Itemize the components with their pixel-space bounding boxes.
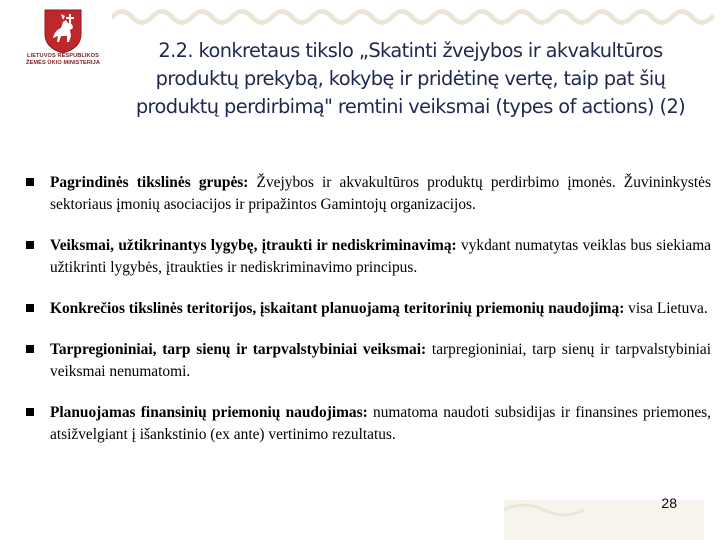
list-item <box>24 402 711 446</box>
item-label: Pagrindinės tikslinės grupės: <box>50 174 249 191</box>
item-label: Tarpregioniniai, tarp sienų ir tarpvalstybiniai veiksmai: <box>50 341 427 358</box>
page-number: 28 <box>661 495 677 511</box>
item-label: Konkrečios tikslinės teritorijos, įskaitant planuojamą teritorinių priemonių naudojimą: <box>50 300 625 317</box>
list-item <box>24 172 711 216</box>
ministry-logo <box>18 8 108 78</box>
item-label: Veiksmai, užtikrinantys lygybę, įtraukti ir nediskriminavimą: <box>50 237 457 254</box>
logo-text-line1: LIETUVOS RESPUBLIKOS <box>27 53 99 59</box>
list-item <box>24 339 711 383</box>
coat-of-arms-icon <box>43 8 83 54</box>
bullet-icon <box>26 178 34 186</box>
bullet-icon <box>26 408 34 416</box>
list-item <box>24 235 711 279</box>
logo-text <box>18 53 108 66</box>
item-text: tarpregioniniai, tarp sienų ir tarpvalstybiniai veiksmai nenumatomi. <box>50 341 712 380</box>
bullet-icon <box>26 241 34 249</box>
bullet-list <box>24 172 711 465</box>
slide-title: 2.2. konkretaus tikslo „Skatinti žvejybos ir akvakultūros produktų prekybą, kokybę ir pridėtinę vertę, taip pat šių produktų perdirbimą" remtini veiksmai (types of actions) (2) <box>135 39 686 118</box>
decorative-ornament-band <box>112 6 720 28</box>
logo-text-line2: ŽEMĖS ŪKIO MINISTERIJA <box>26 59 100 66</box>
bullet-icon <box>26 345 34 353</box>
list-item <box>24 298 711 320</box>
item-text: vykdant numatytas veiklas bus siekiama užtikrinti lygybės, įtraukties ir nediskriminavimo principus. <box>50 237 711 276</box>
bullet-icon <box>26 304 34 312</box>
item-text: Žvejybos ir akvakultūros produktų perdirbimo įmonės. Žuvininkystės sektoriaus įmonių asociacijos ir pripažintos Gamintojų organizacijos. <box>50 174 712 213</box>
item-text: visa Lietuva. <box>624 300 708 317</box>
item-label: Planuojamas finansinių priemonių naudojimas: <box>50 404 368 421</box>
item-text: numatoma naudoti subsidijas ir finansines priemones, atsižvelgiant į išankstinio (ex ante) vertinimo rezultatus. <box>50 404 711 443</box>
